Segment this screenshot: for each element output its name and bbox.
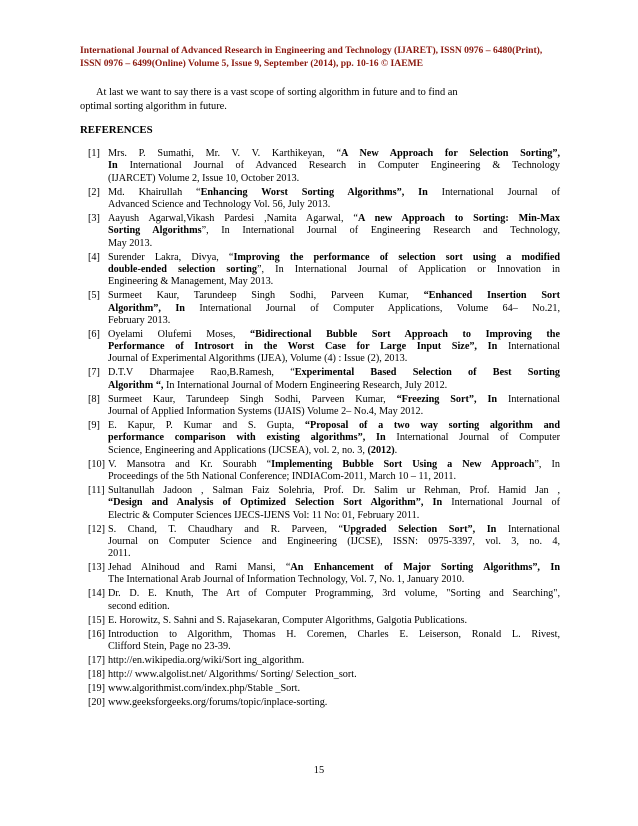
reference-line	[108, 432, 560, 444]
reference-text: V. Mansotra and Kr. Sourabh “	[108, 458, 272, 470]
reference-item	[80, 394, 560, 419]
reference-text: International Journal of Computer Applications, Volume 64– No.21,	[184, 302, 560, 314]
reference-number: [2]	[88, 186, 100, 198]
reference-bold-text: Enhancing Worst Sorting Algorithms”, In	[200, 186, 428, 198]
reference-item	[80, 615, 560, 627]
reference-text: Md. Khairullah “	[108, 186, 201, 198]
reference-number: [9]	[88, 419, 100, 431]
reference-bold-text: “Design and Analysis of Optimized Selection Sort Algorithm”, In	[108, 497, 443, 509]
reference-line	[108, 669, 560, 681]
conclusion-line-2: optimal sorting algorithm in future.	[80, 100, 227, 112]
reference-number: [7]	[88, 367, 100, 379]
references-list	[80, 148, 560, 711]
reference-text: International Journal of Advanced Research in Computer Engineering & Technology	[117, 160, 560, 172]
reference-number: [1]	[88, 148, 100, 159]
reference-bold-text: Algorithm”, In	[108, 302, 185, 314]
reference-line	[108, 459, 560, 471]
reference-number: [15]	[88, 614, 105, 626]
reference-line	[108, 238, 560, 250]
reference-text: February 2013.	[108, 314, 171, 326]
reference-line	[108, 588, 560, 600]
reference-bold-text: Sorting Algorithms	[108, 225, 202, 237]
reference-text: ”, In	[534, 458, 560, 470]
reference-line	[108, 445, 560, 457]
reference-item	[80, 459, 560, 484]
reference-text: http:// www.algolist.net/ Algorithms/ Sorting/ Selection_sort.	[108, 668, 357, 680]
reference-text: ”, In International Journal of Engineering Research and Technology,	[201, 225, 561, 237]
reference-text: International Journal of Computer	[385, 432, 560, 444]
reference-line	[108, 353, 560, 365]
reference-item	[80, 213, 560, 250]
reference-number: [19]	[88, 682, 105, 694]
reference-text: International Journal of	[427, 186, 560, 198]
reference-item	[80, 485, 560, 522]
reference-text: The International Arab Journal of Information Technology, Vol. 7, No. 1, January 2010.	[108, 574, 465, 586]
running-header	[80, 44, 560, 70]
reference-text: Mrs. P. Sumathi, Mr. V. V. Karthikeyan, “	[108, 148, 341, 159]
reference-line	[108, 683, 560, 695]
reference-text: Journal of Experimental Algorithms (IJEA), Volume (4) : Issue (2), 2013.	[108, 353, 408, 365]
reference-text: Oyelami Olufemi Moses,	[108, 328, 250, 340]
reference-text: International	[496, 523, 561, 535]
header-line-2: ISSN 0976 – 6499(Online) Volume 5, Issue 9, September (2014), pp. 10-16 © IAEME	[80, 58, 424, 69]
reference-line	[108, 406, 560, 418]
reference-text: Journal on Computer Science and Engineering (IJCSE), ISSN: 0975-3397, vol. 3, no. 4,	[108, 535, 560, 547]
reference-line	[108, 574, 560, 586]
reference-line	[108, 303, 560, 315]
reference-number: [14]	[88, 588, 105, 600]
reference-item	[80, 669, 560, 681]
reference-line	[108, 562, 560, 574]
reference-text: International Journal of	[442, 497, 560, 509]
reference-line	[108, 290, 560, 302]
reference-bold-text: “Bidirectional Bubble Sort Approach to Improving the	[249, 328, 560, 340]
reference-item	[80, 697, 560, 709]
reference-bold-text: Experimental Based Selection of Best Sorting	[294, 367, 560, 379]
reference-text: Aayush Agarwal,Vikash Pardesi ,Namita Agarwal, “	[108, 212, 358, 224]
reference-number: [3]	[88, 212, 100, 224]
reference-number: [18]	[88, 668, 105, 680]
reference-item	[80, 290, 560, 327]
reference-number: [17]	[88, 654, 105, 666]
reference-line	[108, 697, 560, 709]
reference-line	[108, 615, 560, 627]
reference-item	[80, 629, 560, 654]
reference-line	[108, 199, 560, 211]
reference-item	[80, 588, 560, 613]
reference-text: 2011.	[108, 548, 131, 560]
reference-bold-text: double-ended selection sorting	[108, 263, 257, 275]
reference-text: S. Chand, T. Chaudhary and R. Parveen, “	[108, 523, 343, 535]
reference-item	[80, 562, 560, 587]
reference-item	[80, 420, 560, 457]
reference-line	[108, 655, 560, 667]
reference-line	[108, 173, 560, 185]
reference-item	[80, 329, 560, 366]
reference-bold-text: Implementing Bubble Sort Using a New Approach	[271, 458, 535, 470]
reference-text: D.T.V Dharmajee Rao,B.Ramesh, “	[108, 367, 295, 379]
reference-line	[108, 380, 560, 392]
reference-text: Electric & Computer Sciences IJECS-IJENS Vol: 11 No: 01, February 2011.	[108, 509, 420, 521]
reference-text: Introduction to Algorithm, Thomas H. Coremen, Charles E. Leiserson, Ronald L. Rivest,	[108, 628, 560, 640]
page-number: 15	[313, 765, 325, 776]
reference-number: [11]	[88, 484, 105, 496]
reference-bold-text: Algorithm “,	[108, 379, 164, 391]
reference-number: [10]	[88, 458, 105, 470]
reference-text: Journal of Applied Information Systems (IJAIS) Volume 2– No.4, May 2012.	[108, 406, 424, 418]
reference-number: [20]	[88, 696, 105, 708]
reference-item	[80, 655, 560, 667]
reference-bold-text: In	[108, 160, 118, 172]
reference-text: Surmeet Kaur, Tarundeep Singh Sodhi, Parveen Kumar,	[108, 393, 397, 405]
reference-item	[80, 187, 560, 212]
reference-line	[108, 252, 560, 264]
reference-text: Advanced Science and Technology Vol. 56, July 2013.	[108, 198, 331, 210]
reference-bold-text: A new Approach to Sorting: Min-Max	[357, 212, 560, 224]
conclusion-line-1: At last we want to say there is a vast scope of sorting algorithm in future and to find an	[96, 87, 458, 98]
reference-text: Surmeet Kaur, Tarundeep Singh Sodhi, Parveen Kumar,	[108, 290, 424, 302]
reference-line	[108, 148, 560, 160]
reference-line	[108, 524, 560, 536]
reference-line	[108, 471, 560, 483]
reference-bold-text: Improving the performance of selection sort using a modified	[233, 251, 561, 263]
reference-line	[108, 497, 560, 509]
reference-item	[80, 367, 560, 392]
reference-text: In International Journal of Modern Engineering Research, July 2012.	[163, 379, 448, 391]
reference-text: Proceedings of the 5th National Conference; INDIACom-2011, March 10 – 11, 2011.	[108, 470, 456, 482]
reference-text: Clifford Stein, Page no 23-39.	[108, 640, 231, 652]
references-heading: REFERENCES	[80, 124, 153, 136]
reference-line	[108, 641, 560, 653]
reference-line	[108, 420, 560, 432]
reference-number: [12]	[88, 523, 105, 535]
reference-number: [4]	[88, 251, 100, 263]
reference-item	[80, 252, 560, 289]
header-line-1: International Journal of Advanced Research in Engineering and Technology (IJARET), ISSN 0976 – 6480(Print),	[80, 45, 543, 56]
reference-line	[108, 548, 560, 560]
reference-line	[108, 225, 560, 237]
reference-bold-text: An Enhancement of Major Sorting Algorithms”, In	[290, 562, 561, 574]
reference-line	[108, 213, 560, 225]
reference-text: (IJARCET) Volume 2, Issue 10, October 2013.	[108, 172, 300, 184]
reference-bold-text: A New Approach for Selection Sorting”,	[340, 148, 561, 159]
reference-line	[108, 394, 560, 406]
reference-line	[108, 367, 560, 379]
reference-text: E. Kapur, P. Kumar and S. Gupta,	[108, 419, 305, 431]
reference-text: www.algorithmist.com/index.php/Stable _Sort.	[108, 682, 301, 694]
reference-line	[108, 187, 560, 199]
reference-line	[108, 510, 560, 522]
reference-line	[108, 160, 560, 172]
reference-text: .	[394, 444, 398, 456]
reference-line	[108, 315, 560, 327]
reference-text: Surender Lakra, Divya, “	[108, 251, 234, 263]
reference-line	[108, 629, 560, 641]
reference-text: May 2013.	[108, 237, 153, 249]
reference-text: Sultanullah Jadoon , Salman Faiz Solehria, Prof. Dr. Salim ur Rehman, Prof. Hamid Jan ,	[108, 484, 560, 496]
reference-bold-text: Upgraded Selection Sort”, In	[342, 523, 497, 535]
reference-text: International	[497, 341, 560, 353]
reference-line	[108, 601, 560, 613]
reference-line	[108, 276, 560, 288]
reference-number: [13]	[88, 562, 105, 574]
reference-line	[108, 485, 560, 497]
reference-text: Engineering & Management, May 2013.	[108, 276, 274, 288]
reference-bold-text: Performance of Introsort in the Worst Case for Large Input Size”, In	[108, 341, 498, 353]
reference-bold-text: “Enhanced Insertion Sort	[423, 290, 561, 302]
reference-line	[108, 536, 560, 548]
reference-number: [16]	[88, 628, 105, 640]
reference-bold-text: performance comparison with existing algorithms”, In	[108, 432, 386, 444]
reference-text: http://en.wikipedia.org/wiki/Sort ing_algorithm.	[108, 654, 305, 666]
reference-bold-text: (2012)	[367, 444, 395, 456]
reference-text: International	[497, 393, 561, 405]
reference-bold-text: “Proposal of a two way sorting algorithm and	[304, 419, 560, 431]
reference-line	[108, 341, 560, 353]
reference-text: Science, Engineering and Applications (IJCSEA), vol. 2, no. 3,	[108, 444, 368, 456]
reference-item	[80, 148, 560, 185]
reference-number: [8]	[88, 393, 100, 405]
reference-text: www.geeksforgeeks.org/forums/topic/inplace-sorting.	[108, 696, 328, 708]
reference-text: second edition.	[108, 600, 170, 612]
conclusion-paragraph	[80, 86, 560, 113]
reference-text: Dr. D. E. Knuth, The Art of Computer Programming, 3rd volume, "Sorting and Searching",	[108, 588, 560, 600]
reference-item	[80, 524, 560, 561]
reference-line	[108, 329, 560, 341]
reference-number: [6]	[88, 328, 100, 340]
reference-text: ”, In International Journal of Application or Innovation in	[257, 263, 560, 275]
reference-number: [5]	[88, 290, 100, 302]
reference-bold-text: “Freezing Sort”, In	[396, 393, 498, 405]
reference-item	[80, 683, 560, 695]
reference-line	[108, 264, 560, 276]
reference-text: Jehad Alnihoud and Rami Mansi, “	[108, 562, 291, 574]
reference-text: E. Horowitz, S. Sahni and S. Rajasekaran, Computer Algorithms, Galgotia Publications.	[108, 614, 468, 626]
